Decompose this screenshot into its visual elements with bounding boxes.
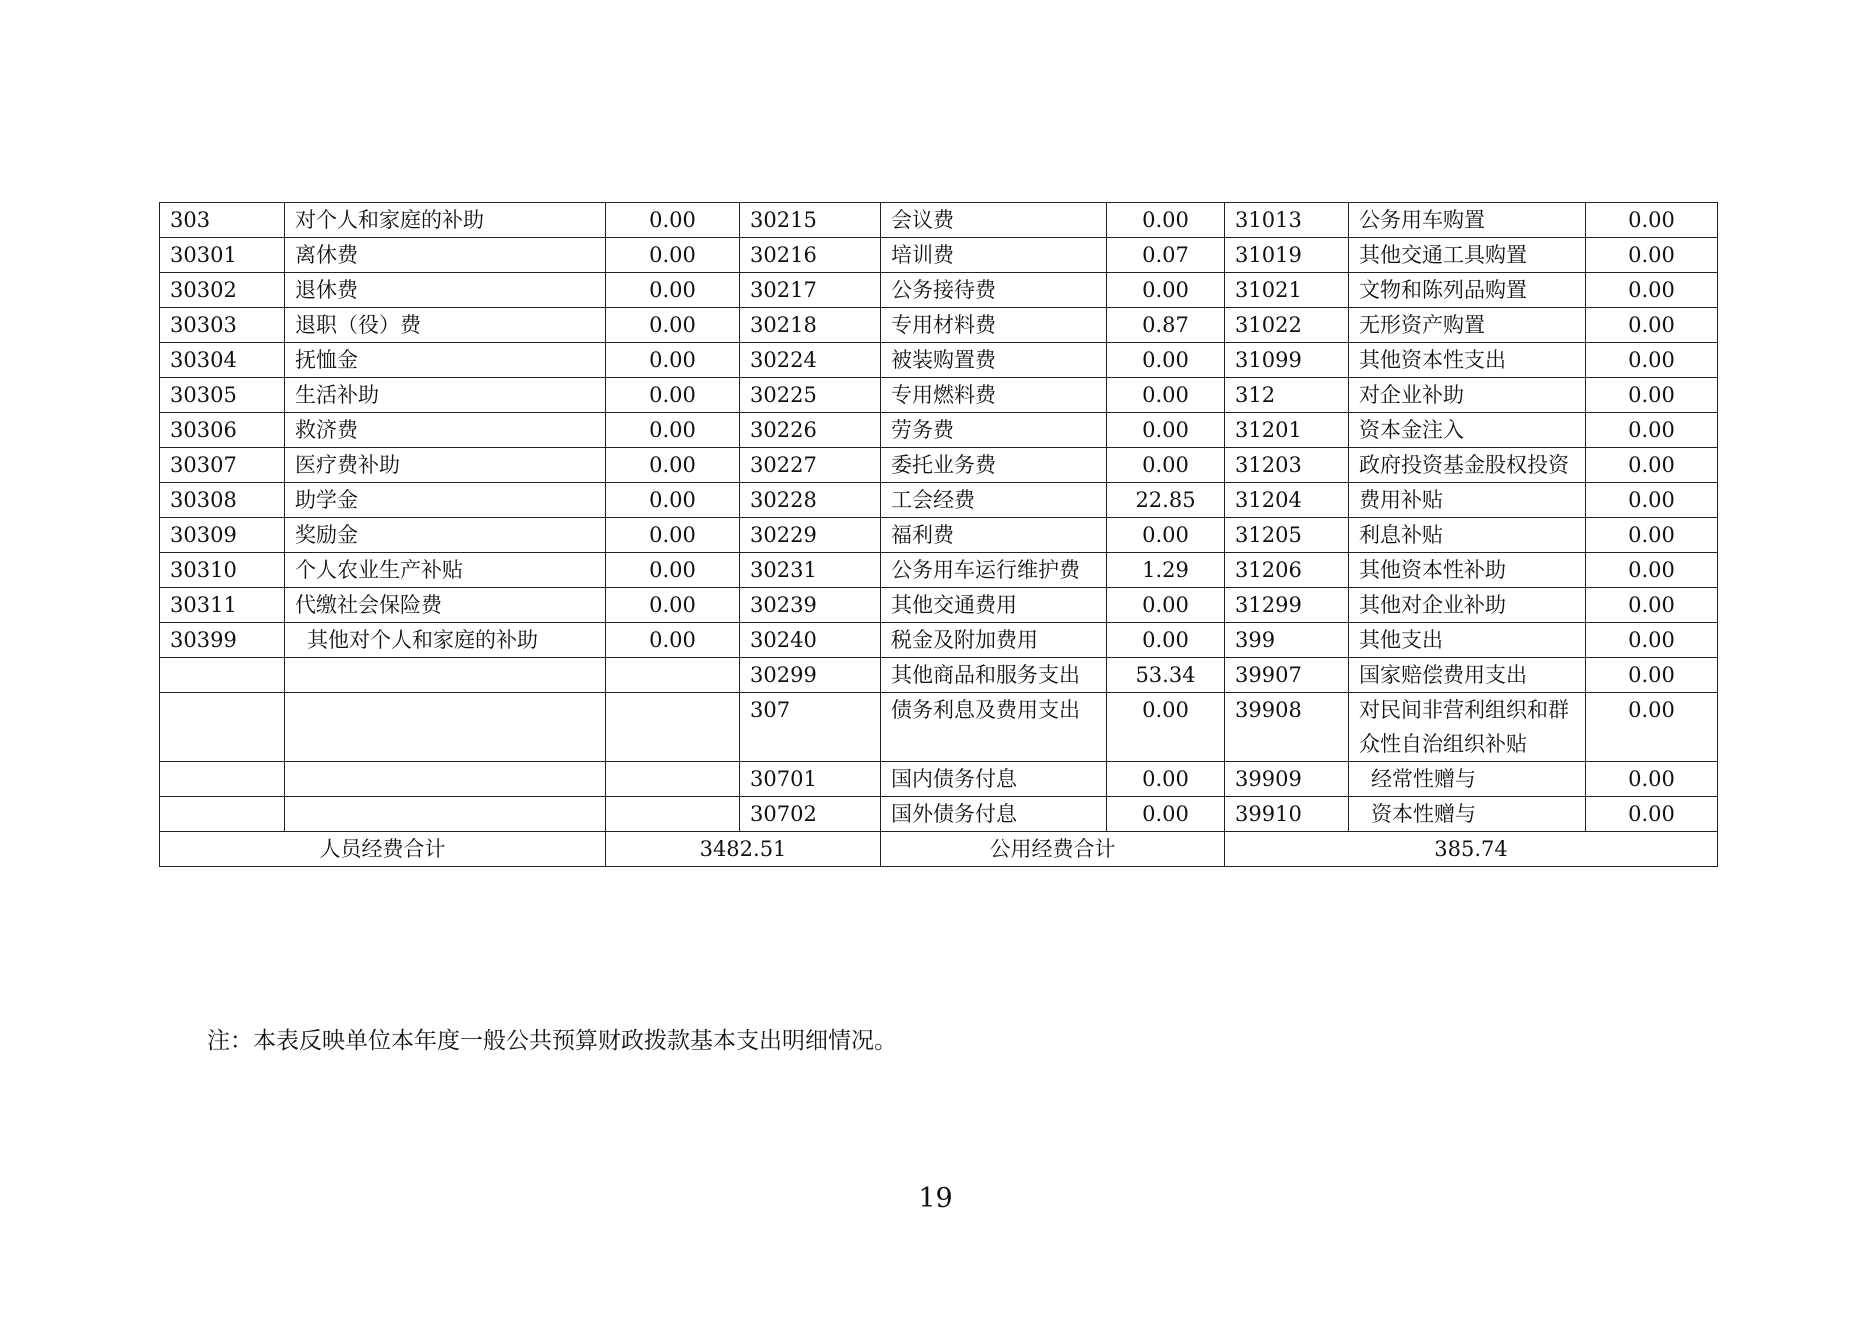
cell-amount-1: 0.00 — [606, 413, 740, 448]
table-note: 注：本表反映单位本年度一般公共预算财政拨款基本支出明细情况。 — [207, 1028, 897, 1054]
cell-code-3: 31013 — [1225, 203, 1349, 238]
cell-code-1: 30301 — [160, 238, 285, 273]
totals-row — [160, 832, 1718, 867]
cell-code-1: 30302 — [160, 273, 285, 308]
cell-code-1: 30305 — [160, 378, 285, 413]
cell-code-1: 30307 — [160, 448, 285, 483]
cell-amount-1: 0.00 — [606, 518, 740, 553]
cell-code-2: 30701 — [740, 762, 881, 797]
cell-code-1: 30303 — [160, 308, 285, 343]
cell-amount-3: 0.00 — [1586, 378, 1718, 413]
cell-amount-2: 0.00 — [1107, 797, 1225, 832]
cell-code-2: 30224 — [740, 343, 881, 378]
cell-amount-3: 0.00 — [1586, 658, 1718, 693]
cell-name-1 — [285, 693, 606, 762]
cell-amount-3: 0.00 — [1586, 483, 1718, 518]
cell-name-1: 抚恤金 — [285, 343, 606, 378]
table-row — [160, 693, 1718, 762]
cell-name-3: 国家赔偿费用支出 — [1349, 658, 1586, 693]
cell-code-3: 31205 — [1225, 518, 1349, 553]
cell-code-3: 31201 — [1225, 413, 1349, 448]
cell-name-1 — [285, 797, 606, 832]
cell-code-3: 31019 — [1225, 238, 1349, 273]
table-row — [160, 378, 1718, 413]
cell-name-2: 福利费 — [881, 518, 1107, 553]
public-total-label: 公用经费合计 — [881, 832, 1225, 867]
cell-code-2: 30225 — [740, 378, 881, 413]
expenditure-detail-table — [159, 202, 1718, 867]
cell-amount-3: 0.00 — [1586, 693, 1718, 762]
cell-code-2: 30226 — [740, 413, 881, 448]
table-row — [160, 273, 1718, 308]
cell-code-1: 30306 — [160, 413, 285, 448]
cell-amount-2: 0.00 — [1107, 623, 1225, 658]
cell-code-3: 31204 — [1225, 483, 1349, 518]
cell-code-2: 30702 — [740, 797, 881, 832]
cell-code-2: 30228 — [740, 483, 881, 518]
cell-amount-3: 0.00 — [1586, 238, 1718, 273]
cell-amount-1: 0.00 — [606, 483, 740, 518]
cell-name-2: 国外债务付息 — [881, 797, 1107, 832]
cell-name-2: 税金及附加费用 — [881, 623, 1107, 658]
cell-name-1: 退职（役）费 — [285, 308, 606, 343]
cell-amount-2: 0.00 — [1107, 343, 1225, 378]
cell-code-2: 30217 — [740, 273, 881, 308]
cell-name-1: 医疗费补助 — [285, 448, 606, 483]
cell-code-2: 30240 — [740, 623, 881, 658]
cell-amount-3: 0.00 — [1586, 413, 1718, 448]
cell-amount-1 — [606, 693, 740, 762]
cell-amount-3: 0.00 — [1586, 448, 1718, 483]
cell-code-2: 30215 — [740, 203, 881, 238]
cell-amount-2: 0.00 — [1107, 518, 1225, 553]
cell-code-3: 312 — [1225, 378, 1349, 413]
table-row — [160, 413, 1718, 448]
cell-name-1 — [285, 762, 606, 797]
cell-code-3: 39910 — [1225, 797, 1349, 832]
cell-code-3: 39909 — [1225, 762, 1349, 797]
cell-name-1: 对个人和家庭的补助 — [285, 203, 606, 238]
cell-name-1: 退休费 — [285, 273, 606, 308]
cell-name-2: 其他商品和服务支出 — [881, 658, 1107, 693]
cell-amount-1: 0.00 — [606, 273, 740, 308]
cell-code-1 — [160, 762, 285, 797]
cell-name-2: 劳务费 — [881, 413, 1107, 448]
cell-code-2: 30299 — [740, 658, 881, 693]
table-row — [160, 448, 1718, 483]
cell-code-1: 30399 — [160, 623, 285, 658]
table-row — [160, 238, 1718, 273]
cell-name-3: 对民间非营利组织和群众性自治组织补贴 — [1349, 693, 1586, 762]
cell-amount-1: 0.00 — [606, 238, 740, 273]
cell-name-3: 费用补贴 — [1349, 483, 1586, 518]
cell-amount-3: 0.00 — [1586, 308, 1718, 343]
cell-amount-2: 0.87 — [1107, 308, 1225, 343]
table-row — [160, 762, 1718, 797]
cell-name-3: 政府投资基金股权投资 — [1349, 448, 1586, 483]
table-row — [160, 588, 1718, 623]
cell-amount-1: 0.00 — [606, 378, 740, 413]
page-number: 19 — [918, 1183, 953, 1214]
cell-code-3: 31099 — [1225, 343, 1349, 378]
cell-name-2: 债务利息及费用支出 — [881, 693, 1107, 762]
cell-code-2: 30218 — [740, 308, 881, 343]
cell-amount-2: 0.00 — [1107, 448, 1225, 483]
cell-amount-2: 0.00 — [1107, 588, 1225, 623]
cell-code-3: 31022 — [1225, 308, 1349, 343]
cell-name-2: 培训费 — [881, 238, 1107, 273]
cell-amount-1: 0.00 — [606, 553, 740, 588]
cell-name-2: 公务接待费 — [881, 273, 1107, 308]
cell-code-2: 30239 — [740, 588, 881, 623]
cell-amount-1 — [606, 762, 740, 797]
cell-name-3: 利息补贴 — [1349, 518, 1586, 553]
table-row — [160, 203, 1718, 238]
cell-amount-1: 0.00 — [606, 308, 740, 343]
cell-code-3: 31203 — [1225, 448, 1349, 483]
cell-code-3: 39908 — [1225, 693, 1349, 762]
cell-name-2: 专用材料费 — [881, 308, 1107, 343]
personnel-total-label: 人员经费合计 — [160, 832, 606, 867]
cell-amount-3: 0.00 — [1586, 343, 1718, 378]
cell-code-1 — [160, 658, 285, 693]
cell-name-2: 委托业务费 — [881, 448, 1107, 483]
cell-amount-2: 0.00 — [1107, 693, 1225, 762]
cell-amount-2: 1.29 — [1107, 553, 1225, 588]
table-row — [160, 623, 1718, 658]
cell-name-3: 经常性赠与 — [1349, 762, 1586, 797]
cell-name-1: 其他对个人和家庭的补助 — [285, 623, 606, 658]
cell-code-2: 30227 — [740, 448, 881, 483]
cell-code-1: 30311 — [160, 588, 285, 623]
public-total-value: 385.74 — [1225, 832, 1718, 867]
cell-name-2: 被装购置费 — [881, 343, 1107, 378]
cell-amount-2: 0.00 — [1107, 273, 1225, 308]
cell-code-3: 31206 — [1225, 553, 1349, 588]
cell-amount-3: 0.00 — [1586, 762, 1718, 797]
cell-name-1: 代缴社会保险费 — [285, 588, 606, 623]
cell-amount-2: 22.85 — [1107, 483, 1225, 518]
cell-code-2: 30216 — [740, 238, 881, 273]
cell-name-1: 奖励金 — [285, 518, 606, 553]
cell-name-3: 其他对企业补助 — [1349, 588, 1586, 623]
cell-name-3: 无形资产购置 — [1349, 308, 1586, 343]
table-body — [160, 203, 1718, 832]
table-row — [160, 553, 1718, 588]
cell-name-2: 专用燃料费 — [881, 378, 1107, 413]
cell-amount-1: 0.00 — [606, 343, 740, 378]
cell-amount-1 — [606, 658, 740, 693]
cell-amount-3: 0.00 — [1586, 588, 1718, 623]
table-row — [160, 308, 1718, 343]
cell-name-3: 其他支出 — [1349, 623, 1586, 658]
cell-code-1: 30304 — [160, 343, 285, 378]
cell-code-1: 30310 — [160, 553, 285, 588]
cell-name-1: 助学金 — [285, 483, 606, 518]
cell-name-3: 其他交通工具购置 — [1349, 238, 1586, 273]
expenditure-table-container — [159, 202, 1717, 867]
cell-amount-1: 0.00 — [606, 203, 740, 238]
cell-code-2: 30231 — [740, 553, 881, 588]
cell-code-1: 30308 — [160, 483, 285, 518]
cell-name-1: 生活补助 — [285, 378, 606, 413]
cell-amount-3: 0.00 — [1586, 273, 1718, 308]
cell-name-2: 其他交通费用 — [881, 588, 1107, 623]
table-row — [160, 483, 1718, 518]
cell-code-1 — [160, 693, 285, 762]
cell-name-2: 国内债务付息 — [881, 762, 1107, 797]
table-row — [160, 658, 1718, 693]
cell-amount-3: 0.00 — [1586, 203, 1718, 238]
cell-code-1 — [160, 797, 285, 832]
cell-name-1 — [285, 658, 606, 693]
cell-code-2: 307 — [740, 693, 881, 762]
cell-amount-1: 0.00 — [606, 588, 740, 623]
cell-code-3: 39907 — [1225, 658, 1349, 693]
cell-amount-2: 53.34 — [1107, 658, 1225, 693]
cell-name-3: 对企业补助 — [1349, 378, 1586, 413]
cell-name-3: 文物和陈列品购置 — [1349, 273, 1586, 308]
cell-amount-2: 0.00 — [1107, 413, 1225, 448]
personnel-total-value: 3482.51 — [606, 832, 881, 867]
cell-code-3: 31299 — [1225, 588, 1349, 623]
cell-name-1: 个人农业生产补贴 — [285, 553, 606, 588]
table-row — [160, 518, 1718, 553]
cell-amount-1: 0.00 — [606, 623, 740, 658]
cell-amount-1 — [606, 797, 740, 832]
cell-code-2: 30229 — [740, 518, 881, 553]
cell-amount-2: 0.00 — [1107, 203, 1225, 238]
cell-amount-1: 0.00 — [606, 448, 740, 483]
cell-name-3: 公务用车购置 — [1349, 203, 1586, 238]
cell-amount-2: 0.00 — [1107, 378, 1225, 413]
table-row — [160, 343, 1718, 378]
cell-code-1: 30309 — [160, 518, 285, 553]
cell-code-3: 31021 — [1225, 273, 1349, 308]
cell-name-2: 工会经费 — [881, 483, 1107, 518]
cell-name-2: 会议费 — [881, 203, 1107, 238]
cell-code-3: 399 — [1225, 623, 1349, 658]
cell-amount-3: 0.00 — [1586, 623, 1718, 658]
cell-name-2: 公务用车运行维护费 — [881, 553, 1107, 588]
cell-name-3: 资本金注入 — [1349, 413, 1586, 448]
cell-name-1: 救济费 — [285, 413, 606, 448]
cell-amount-2: 0.00 — [1107, 762, 1225, 797]
table-row — [160, 797, 1718, 832]
cell-amount-2: 0.07 — [1107, 238, 1225, 273]
cell-name-3: 其他资本性支出 — [1349, 343, 1586, 378]
cell-name-3: 其他资本性补助 — [1349, 553, 1586, 588]
cell-code-1: 303 — [160, 203, 285, 238]
cell-name-3: 资本性赠与 — [1349, 797, 1586, 832]
cell-amount-3: 0.00 — [1586, 518, 1718, 553]
cell-name-1: 离休费 — [285, 238, 606, 273]
cell-amount-3: 0.00 — [1586, 553, 1718, 588]
cell-amount-3: 0.00 — [1586, 797, 1718, 832]
